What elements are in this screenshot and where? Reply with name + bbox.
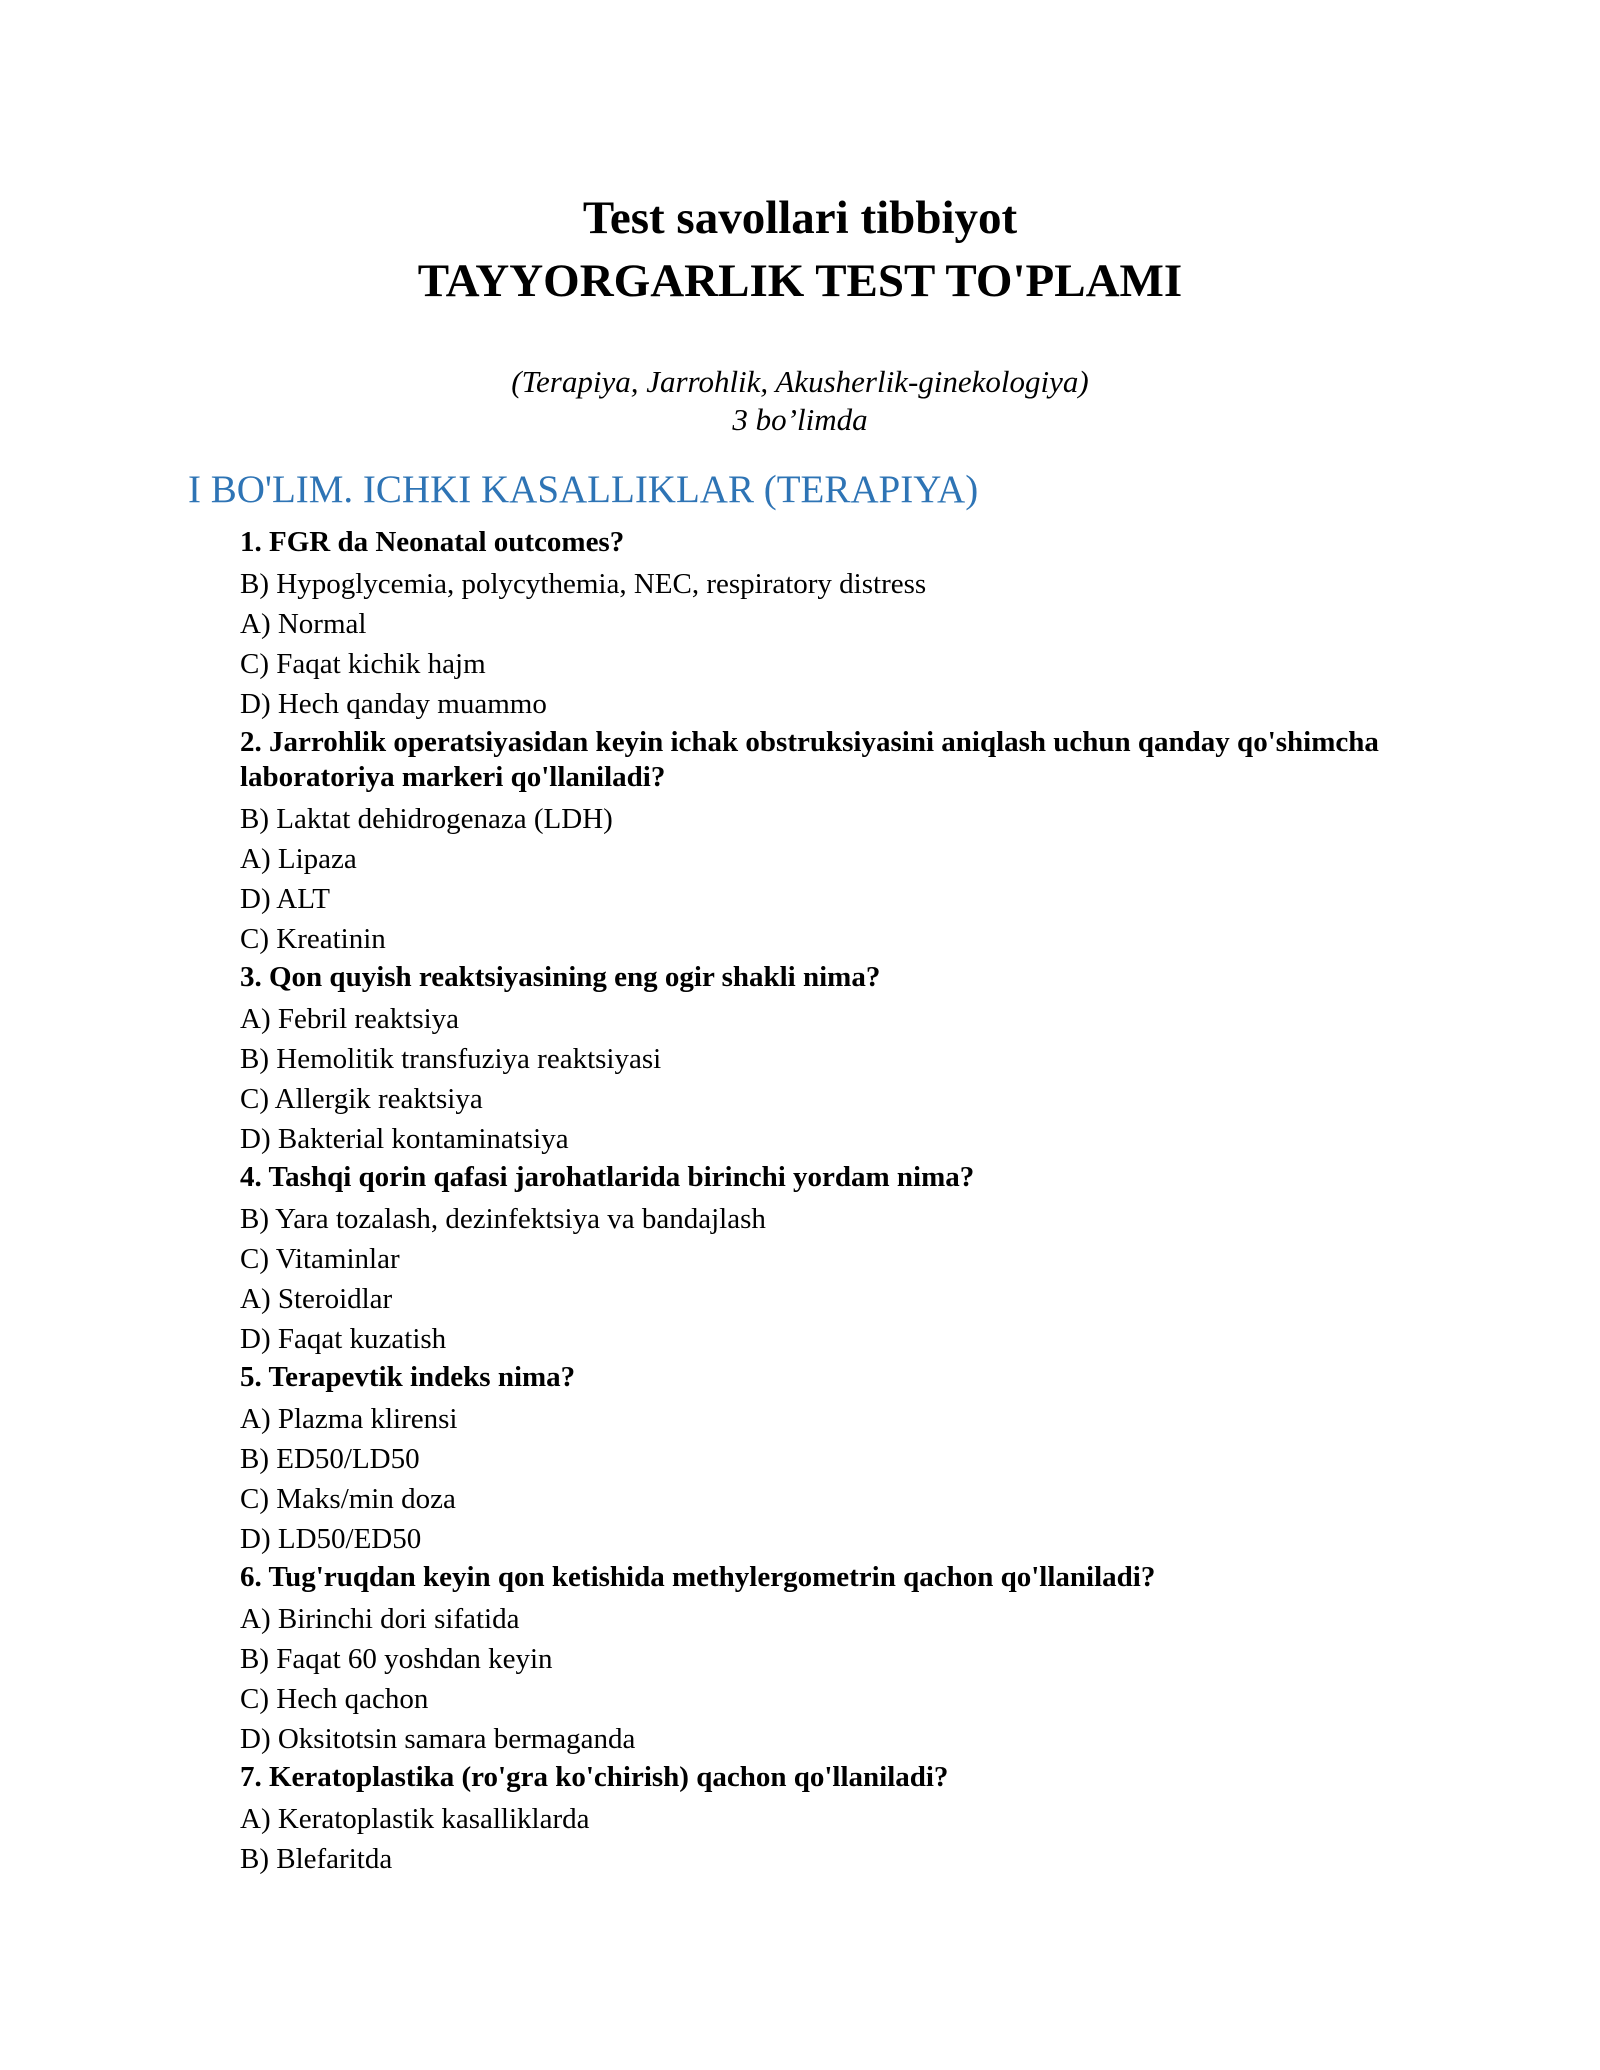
answer-option: A) Birinchi dori sifatida	[240, 1603, 520, 1635]
answer-option: A) Lipaza	[240, 843, 357, 875]
answer-option: B) Laktat dehidrogenaza (LDH)	[240, 803, 613, 835]
question-text: 1. FGR da Neonatal outcomes?	[240, 526, 625, 558]
answer-option: A) Normal	[240, 608, 367, 640]
answer-option: D) Bakterial kontaminatsiya	[240, 1123, 569, 1155]
document-title-line1: Test savollari tibbiyot	[582, 192, 1018, 244]
answer-option: B) Blefaritda	[240, 1843, 393, 1875]
answer-option: D) Hech qanday muammo	[240, 688, 547, 720]
answer-option: C) Maks/min doza	[240, 1483, 456, 1515]
answer-option: B) Faqat 60 yoshdan keyin	[240, 1643, 553, 1675]
question-block	[240, 957, 1420, 1157]
question-text: 5. Terapevtik indeks nima?	[240, 1361, 576, 1393]
answer-option: D) Faqat kuzatish	[240, 1323, 447, 1355]
answer-option: C) Kreatinin	[240, 923, 386, 955]
answer-option: A) Steroidlar	[240, 1283, 393, 1315]
answer-option: C) Hech qachon	[240, 1683, 429, 1715]
question-block	[240, 1357, 1420, 1557]
question-block	[240, 522, 1420, 722]
answer-option: D) Oksitotsin samara bermaganda	[240, 1723, 636, 1755]
question-text: 7. Keratoplastika (ro'gra ko'chirish) qachon qo'llaniladi?	[240, 1761, 949, 1793]
answer-option: D) LD50/ED50	[240, 1523, 422, 1555]
answer-option: B) Yara tozalash, dezinfektsiya va bandajlash	[240, 1203, 766, 1235]
question-text: 2. Jarrohlik operatsiyasidan keyin ichak obstruksiyasini aniqlash uchun qanday qo'shimcha laboratoriya markeri qo'llaniladi?	[240, 726, 1379, 793]
answer-option: B) Hypoglycemia, polycythemia, NEC, respiratory distress	[240, 568, 927, 600]
answer-option: D) ALT	[240, 883, 330, 915]
question-text: 6. Tug'ruqdan keyin qon ketishida methylergometrin qachon qo'llaniladi?	[240, 1561, 1156, 1593]
answer-option: B) ED50/LD50	[240, 1443, 420, 1475]
answer-option: A) Keratoplastik kasalliklarda	[240, 1803, 590, 1835]
answer-option: B) Hemolitik transfuziya reaktsiyasi	[240, 1043, 662, 1075]
question-block	[240, 1157, 1420, 1357]
question-list	[240, 522, 1420, 1877]
answer-option: C) Allergik reaktsiya	[240, 1083, 483, 1115]
question-block	[240, 1557, 1420, 1757]
answer-option: A) Plazma klirensi	[240, 1403, 458, 1435]
section-heading: I BO'LIM. ICHKI KASALLIKLAR (TERAPIYA)	[188, 468, 979, 511]
answer-option: C) Vitaminlar	[240, 1243, 400, 1275]
document-subtitle-line2: 3 bo’limda	[732, 402, 868, 437]
document-subtitle-line1: (Terapiya, Jarrohlik, Akusherlik-ginekologiya)	[511, 364, 1089, 399]
question-block	[240, 1757, 1420, 1877]
question-block	[240, 722, 1420, 957]
answer-option: C) Faqat kichik hajm	[240, 648, 486, 680]
question-text: 4. Tashqi qorin qafasi jarohatlarida birinchi yordam nima?	[240, 1161, 975, 1193]
answer-option: A) Febril reaktsiya	[240, 1003, 460, 1035]
question-text: 3. Qon quyish reaktsiyasining eng ogir shakli nima?	[240, 961, 881, 993]
document-title-line2: TAYYORGARLIK TEST TO'PLAMI	[417, 255, 1183, 307]
